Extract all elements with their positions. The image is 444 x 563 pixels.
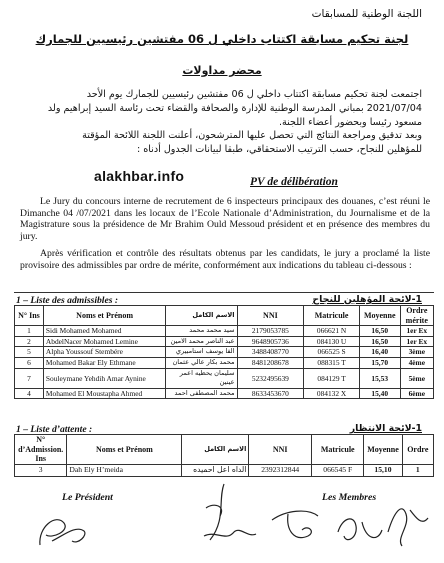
col-header-name: Noms et Prénom [67,435,182,465]
table-row [15,368,434,388]
cell-moyenne: 15,40 [359,388,400,399]
arabic-line: اجتمعت لجنة تحكيم مسابقة اكتتاب داخلي ل 06 مفتشين رئيسيين للجمارك يوم الأحد [86,89,422,100]
arabic-line: مسعود رئيسا وبحضور أعضاء اللجنة. [278,116,422,128]
col-header-ordre: Ordre [402,435,433,465]
cell-ordre: 1er Ex [400,336,433,347]
cell-name: Mohamed El Moustapha Ahmed [43,388,165,399]
col-header-nni: NNI [249,435,312,465]
cell-moyenne: 15,10 [364,464,402,476]
members-label: Les Membres [322,492,377,503]
cell-ordre: 1er Ex [400,326,433,337]
cell-moyenne: 15,70 [359,358,400,369]
col-header-matricule: Matricule [304,306,360,326]
organization-header: اللجنة الوطنية للمسابقات [311,8,422,20]
waiting-list-section-title: 1 – Liste d’attente : [16,424,93,435]
cell-matricule: 066621 N [304,326,360,337]
cell-ordre: 4ème [400,358,433,369]
cell-name-arabic: سليمان يحظيه اعمر عينين [166,368,237,388]
cell-ordre: 6ème [400,388,433,399]
cell-name: Alpha Youssouf Stembére [43,347,165,358]
col-header-ordre: Ordre mérite [400,306,433,326]
cell-name: Mohamed Bakar Ely Ethmane [43,358,165,369]
table-row [15,358,434,369]
president-signature [34,505,94,555]
member-signature-2 [268,500,328,555]
french-paragraph: Après vérification et contrôle des résultats obtenus par les candidats, le jury a proclamé la liste provisoire des admissibles par ordre de mérite, conformément aux indications du tableau ci-dessous : [20,248,430,271]
cell-moyenne: 15,53 [359,368,400,388]
cell-matricule: 084129 T [304,368,360,388]
col-header-matricule: Matricule [312,435,364,465]
cell-name-arabic: محمد بكار عالي عثمان [166,358,237,369]
cell-matricule: 084130 U [304,336,360,347]
cell-moyenne: 16,40 [359,347,400,358]
cell-nni: 8633453670 [237,388,304,399]
cell-moyenne: 16,50 [359,326,400,337]
cell-name-arabic: سيد محمد محمد [166,326,237,337]
cell-matricule: 066525 S [304,347,360,358]
col-header-name-arabic: الاسم الكامل [166,306,237,326]
pv-title: PV de délibération [250,176,338,188]
arabic-line: وبعد تدقيق ومراجعة النتائج التي تحصل عليها المترشحون، أعلنت اللجنة اللائحة المؤقتة [82,130,422,142]
table-row [15,464,434,476]
table-header-row [15,435,434,465]
col-header-name-arabic: الاسم الكامل [182,435,249,465]
admissibles-section-title: 1 – Liste des admissibles : [16,295,119,306]
member-signature-3 [332,492,432,560]
cell-nni: 8481208678 [237,358,304,369]
site-watermark: alakhbar.info [94,168,185,184]
col-header-nni: NNI [237,306,304,326]
table-row [15,336,434,347]
col-header-number: N° d’Admission. Ins [15,435,67,465]
table-header-row [15,306,434,326]
cell-nni: 5232495639 [237,368,304,388]
cell-number: 7 [15,368,44,388]
admissibles-table [14,305,434,399]
col-header-number: N° Ins [15,306,44,326]
cell-nni: 9648905736 [237,336,304,347]
cell-number: 6 [15,358,44,369]
cell-name-arabic: الداه اعل احميده [182,464,249,476]
french-paragraph: Le Jury du concours interne de recrutement de 6 inspecteurs principaux des douanes, c’est réuni le Dimanche 04 /07/2021 dans les locaux de l’Ecole Nationale d’Administration, du Journalisme et de la Magistrature sous la présidence de Mr Brahim Ould Messoud président et en présence des membres du jury. [20,196,430,242]
table-row [15,388,434,399]
cell-name: Souleymane Yehdih Amar Aynine [43,368,165,388]
cell-ordre: 3ème [400,347,433,358]
cell-name: Sidi Mohamed Mohamed [43,326,165,337]
cell-name-arabic: الفا يوسف استامبيري [166,347,237,358]
cell-ordre: 5ème [400,368,433,388]
cell-matricule: 066545 F [312,464,364,476]
col-header-name: Noms et Prénom [43,306,165,326]
cell-nni: 2179053785 [237,326,304,337]
cell-ordre: 1 [402,464,433,476]
cell-nni: 2392312844 [249,464,312,476]
cell-number: 4 [15,388,44,399]
divider [14,292,434,293]
document-subtitle-arabic: محضر مداولات [182,64,262,77]
admissibles-section-title-arabic: 1-لائحة المؤهلين للنجاح [312,294,422,305]
french-paragraphs [20,196,430,278]
cell-name-arabic: محمد المصطفى احمد [166,388,237,399]
arabic-line: 2021/07/04 بمباني المدرسة الوطنية للإدارة والصحافة والقضاء تحت رئاسة السيد إبراهيم ولد [47,102,422,114]
cell-matricule: 084132 X [304,388,360,399]
cell-matricule: 088315 T [304,358,360,369]
document-title-arabic: لجنة تحكيم مسابقة اكتتاب داخلي ل 06 مفتشين رئيسيين للجمارك [35,32,409,46]
cell-nni: 3488408770 [237,347,304,358]
waiting-list-table [14,434,434,477]
cell-number: 3 [15,464,67,476]
cell-number: 1 [15,326,44,337]
arabic-paragraph [12,88,422,157]
col-header-moyenne: Moyenne [359,306,400,326]
president-label: Le Président [62,492,113,503]
table-row [15,347,434,358]
cell-name: Dah Ely H’meida [67,464,182,476]
cell-number: 2 [15,336,44,347]
col-header-moyenne: Moyenne [364,435,402,465]
member-signature-1 [196,480,266,560]
table-row [15,326,434,337]
arabic-line: للمؤهلين للنجاح، حسب الترتيب الاستحقاقي، طبقا لبيانات الجدول أدناه : [136,144,422,156]
cell-name-arabic: عبد الناصر محمد الامين [166,336,237,347]
cell-moyenne: 16,50 [359,336,400,347]
cell-number: 5 [15,347,44,358]
waiting-list-section-title-arabic: 1-لائحة الانتظار [349,423,422,434]
cell-name: AbdelNacer Mohamed Lemine [43,336,165,347]
